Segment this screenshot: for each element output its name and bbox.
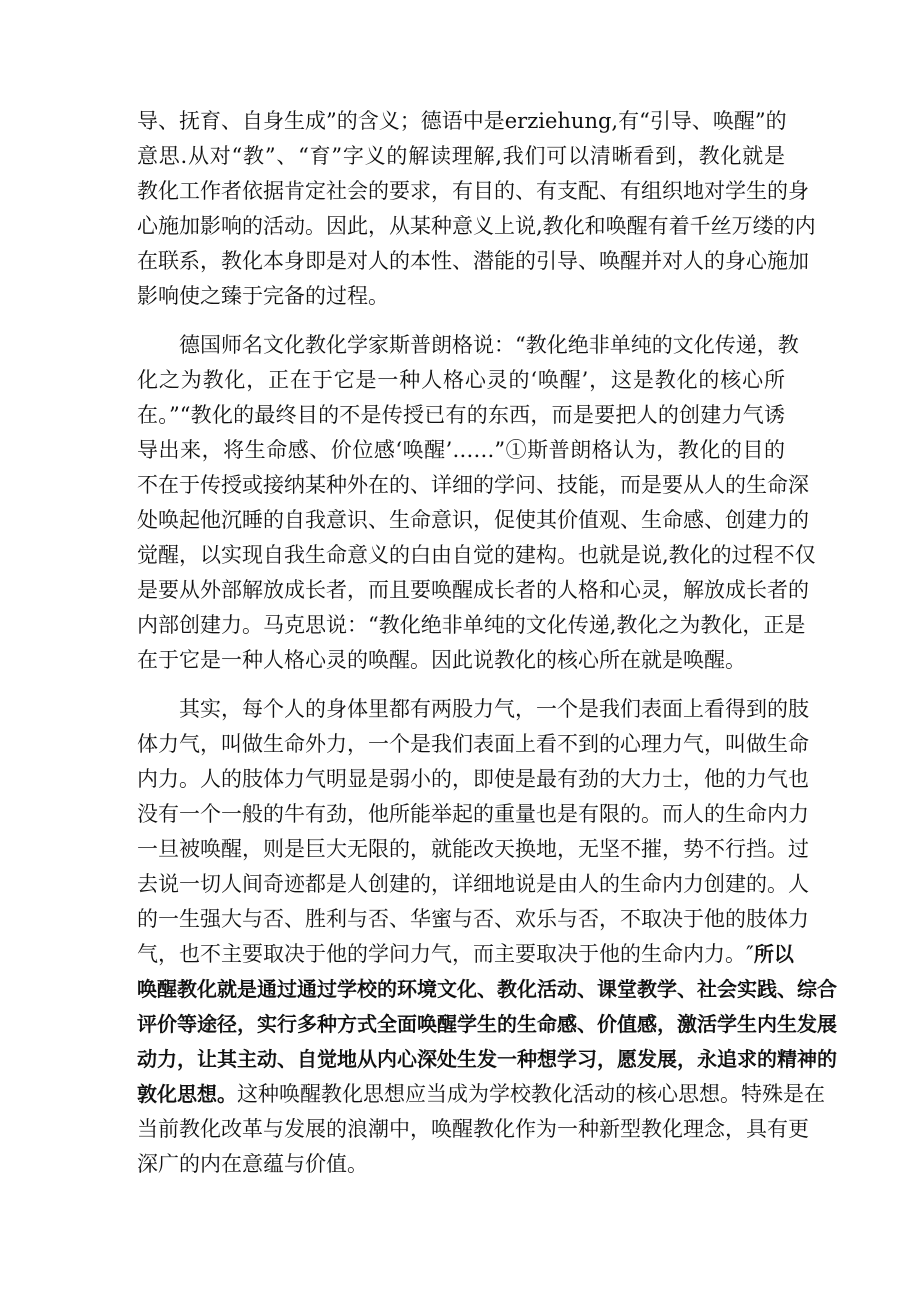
text-line: 导出来，将生命感、价位感‘唤醒’……”①斯普朗格认为，教化的目的 (137, 438, 785, 462)
paragraph-3 (137, 692, 837, 1182)
text-line: 化之为教化，正在于它是一种人格心灵的‘唤醒’，这是教化的核心所 (137, 368, 785, 392)
text-line: 觉醒，以实现自我生命意义的白由自觉的建构。也就是说,教化的过程不仅 (137, 543, 816, 567)
text-line: 在于它是一种人格心灵的唤醒。因此说教化的核心所在就是唤醒。 (137, 648, 746, 672)
text-line: 内力。人的肢体力气明显是弱小的，即使是最有劲的大力士，他的力气也 (137, 767, 809, 791)
text-line-sans: 评价等途径，实行多种方式全面唤醒学生的生命感、价值感，激活学生内生发展 (137, 1012, 837, 1036)
text-segment: 这种唤醒教化思想应当成为学校教化活动的核心思想。特殊是在 (237, 1082, 825, 1106)
text-line (137, 937, 794, 972)
text-line-sans: 唤醒教化就是通过通过学校的环境文化、教化活动、课堂教学、社会实践、综合 (137, 977, 837, 1001)
text-line: 影响使之臻于完备的过程。 (137, 284, 389, 308)
paragraph-1 (137, 104, 816, 314)
document-page (137, 104, 837, 1196)
text-line: 去说一切人间奇迹都是人创建的，详细地说是由人的生命内力创建的。人 (137, 872, 809, 896)
text-line: 体力气，叫做生命外力，一个是我们表面上看不到的心理力气，叫做生命 (137, 732, 809, 756)
text-line: 意思.从对“教”、“育”字义的解读理解,我们可以清晰看到，教化就是 (137, 144, 785, 168)
paragraph-2 (137, 328, 816, 678)
text-line: 是要从外部解放成长者，而且要唤醒成长者的人格和心灵，解放成长者的 (137, 578, 809, 602)
text-line (137, 1077, 825, 1112)
text-line: 深广的内在意蕴与价值。 (137, 1152, 368, 1176)
text-line: 一旦被唤醒，则是巨大无限的，就能改天换地，无坚不摧，势不行挡。过 (137, 837, 809, 861)
text-line: 心施加影响的活动。因此，从某种意义上说,教化和唤醒有着千丝万缕的内 (137, 214, 816, 238)
text-line: 内部创建力。马克思说：“教化绝非单纯的文化传递,教化之为教化，正是 (137, 613, 806, 637)
text-line: 处唤起他沉睡的自我意识、生命意识，促使其价值观、生命感、创建力的 (137, 508, 809, 532)
text-line: 德国师名文化教化学家斯普朗格说：“教化绝非单纯的文化传递，教 (179, 333, 799, 357)
text-line: 导、抚育、自身生成”的含义；德语中是erziehung,有“引导、唤醒”的 (137, 109, 787, 133)
text-segment: 气，也不主要取决于他的学问力气，而主要取决于他的生命内力。″ (137, 942, 754, 966)
text-line-sans: 动力，让其主动、自觉地从内心深处生发一种想学习，愿发展，永追求的精神的 (137, 1047, 837, 1071)
text-line: 在。”“教化的最终目的不是传授已有的东西，而是要把人的创建力气诱 (137, 403, 785, 427)
text-line: 的一生强大与否、胜利与否、华蜜与否、欢乐与否，不取决于他的肢体力 (137, 907, 809, 931)
text-segment-sans: 所以 (753, 942, 794, 966)
text-line: 不在于传授或接纳某种外在的、详细的学问、技能，而是要从人的生命深 (137, 473, 809, 497)
text-line: 当前教化改革与发展的浪潮中，唤醒教化作为一种新型教化理念，具有更 (137, 1117, 809, 1141)
text-line: 没有一个一般的牛有劲，他所能举起的重量也是有限的。而人的生命内力 (137, 802, 809, 826)
text-line: 其实，每个人的身体里都有两股力气，一个是我们表面上看得到的肢 (179, 697, 809, 721)
text-segment-sans: 敦化思想。 (137, 1082, 237, 1106)
text-line: 在联系，教化本身即是对人的本性、潜能的引导、唤醒并对人的身心施加 (137, 249, 809, 273)
text-line: 教化工作者依据肯定社会的要求，有目的、有支配、有组织地对学生的身 (137, 179, 809, 203)
